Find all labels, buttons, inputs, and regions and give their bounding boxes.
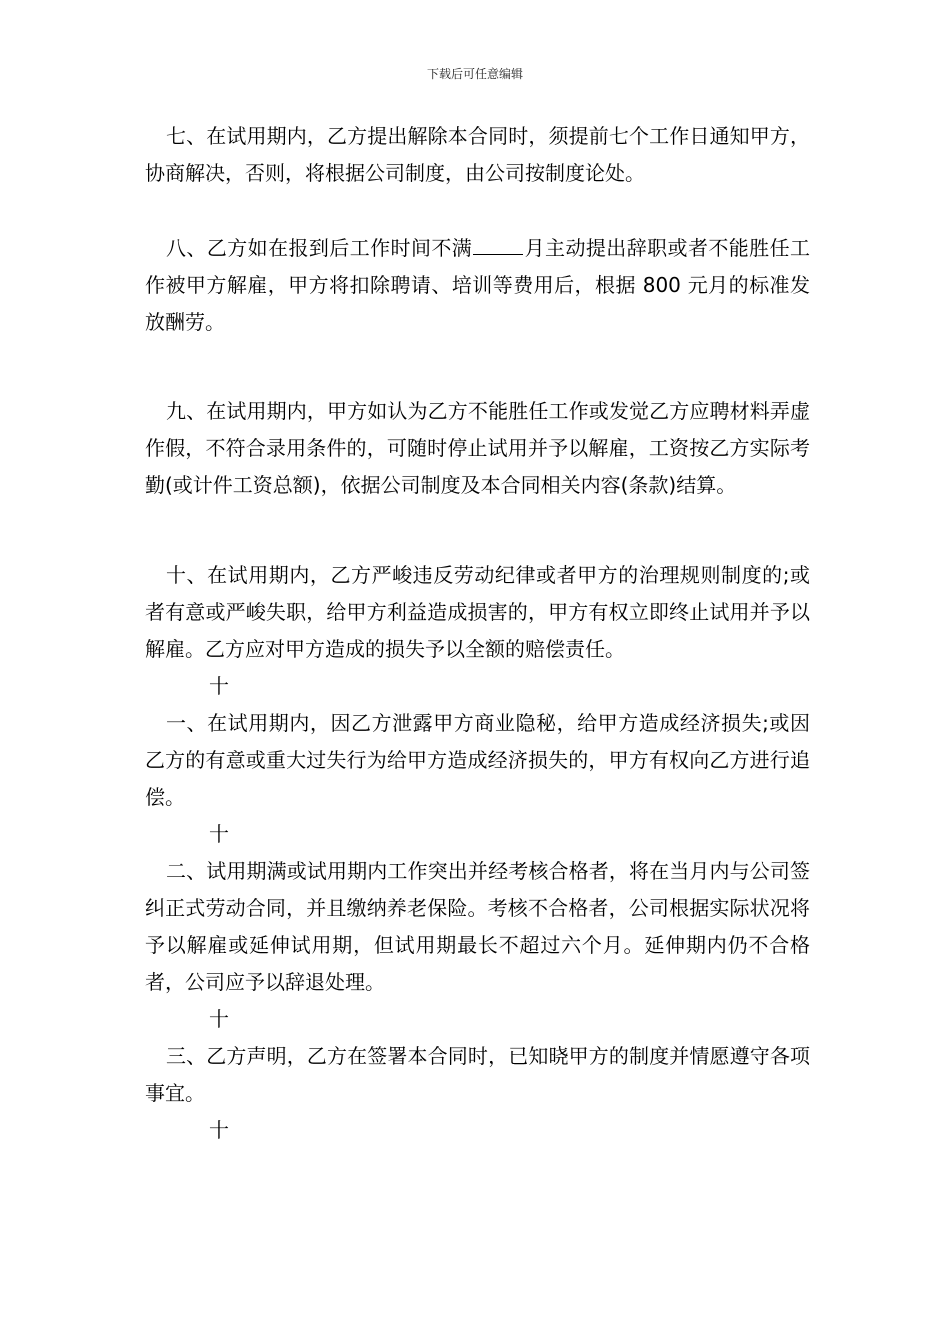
- clause-12-marker: 十: [209, 822, 229, 846]
- clause-14-marker: 十: [209, 1118, 229, 1142]
- clause-13: 三、乙方声明，乙方在签署本合同时，已知晓甲方的制度并情愿遵守各项事宜。: [145, 1044, 810, 1105]
- clause-10: 十、在试用期内，乙方严峻违反劳动纪律或者甲方的治理规则制度的;或者有意或严峻失职，给甲方利益造成损害的，甲方有权立即终止试用并予以解雇。乙方应对甲方造成的损失予以全额的赔偿责任。: [145, 563, 810, 661]
- clause-12: 二、试用期满或试用期内工作突出并经考核合格者，将在当月内与公司签纠正式劳动合同，并且缴纳养老保险。考核不合格者，公司根据实际状况将予以解雇或延伸试用期，但试用期最长不超过六个月。延伸期内仍不合格者，公司应予以辞退处理。: [145, 859, 810, 994]
- document-body: [145, 118, 810, 1149]
- clause-8-text-before: 八、乙方如在报到后工作时间不满: [166, 236, 473, 260]
- page-header: 下载后可任意编辑: [426, 67, 523, 81]
- clause-7: 七、在试用期内，乙方提出解除本合同时，须提前七个工作日通知甲方，协商解决，否则，将根据公司制度，由公司按制度论处。: [145, 124, 810, 185]
- clause-13-marker: 十: [209, 1007, 229, 1031]
- clause-9: 九、在试用期内，甲方如认为乙方不能胜任工作或发觉乙方应聘材料弄虚作假，不符合录用条件的，可随时停止试用并予以解雇，工资按乙方实际考勤(或计件工资总额)，依据公司制度及本合同相关内容(条款)结算。: [145, 399, 810, 497]
- clause-8-text-after: 月主动提出辞职或者不能胜任工作被甲方解雇，甲方将扣除聘请、培训等费用后，根据 800 元月的标准发放酬劳。: [145, 236, 811, 334]
- fill-in-blank: [473, 234, 523, 255]
- clause-11-marker: 十: [209, 674, 229, 698]
- clause-8: [145, 230, 810, 341]
- clause-11: 一、在试用期内，因乙方泄露甲方商业隐秘，给甲方造成经济损失;或因乙方的有意或重大过失行为给甲方造成经济损失的，甲方有权向乙方进行追偿。: [145, 711, 810, 809]
